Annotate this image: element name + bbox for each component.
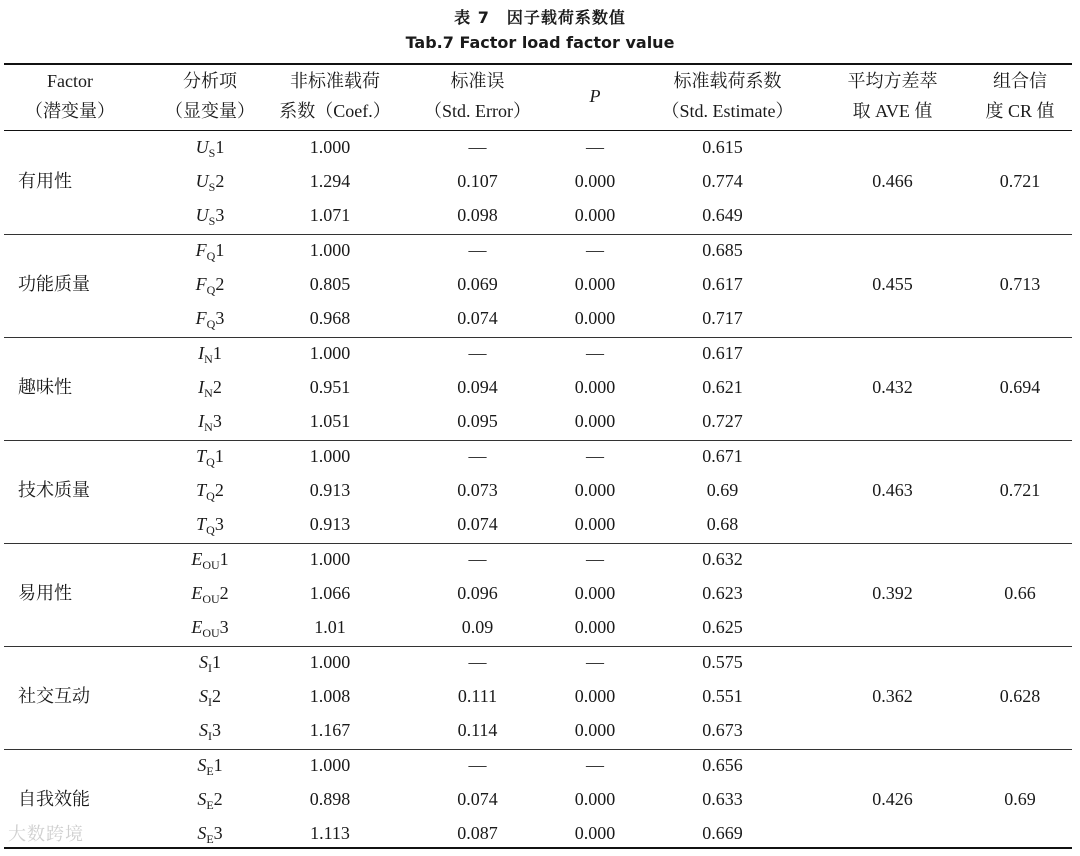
item-number: 3 [215, 308, 225, 328]
item-number: 1 [215, 240, 225, 260]
item-subscript: S [208, 214, 216, 228]
group-divider [4, 543, 1072, 544]
item-subscript: I [208, 695, 212, 709]
item-symbol: S [197, 823, 207, 843]
header-ave: 平均方差萃 取 AVE 值 [847, 71, 938, 121]
item-subscript: Q [206, 283, 216, 297]
std-estimate-value: 0.649 [702, 205, 743, 225]
p-value: 0.000 [574, 480, 616, 500]
item-symbol: U [195, 205, 209, 225]
item-subscript: S [208, 146, 216, 160]
std-error-value: 0.087 [457, 823, 498, 843]
table-title-cn: 表 7 因子载荷系数值 [454, 8, 626, 27]
item-number: 3 [213, 823, 223, 843]
p-value: 0.000 [574, 274, 616, 294]
p-value: 0.000 [574, 789, 616, 809]
std-estimate-value: 0.68 [706, 514, 739, 534]
item-label [150, 616, 270, 644]
p-value: — [586, 343, 604, 363]
item-number: 2 [212, 377, 222, 397]
cr-value: 0.713 [999, 274, 1041, 294]
std-error-value: 0.095 [457, 411, 498, 431]
item-label [150, 342, 270, 370]
coef-value: 1.000 [309, 343, 351, 363]
p-value: 0.000 [574, 686, 616, 706]
item-label [150, 136, 270, 164]
item-number: 1 [219, 549, 229, 569]
coef-value: 1.01 [314, 617, 346, 637]
item-subscript: E [206, 798, 214, 812]
item-symbol: S [197, 755, 207, 775]
ave-value: 0.426 [872, 789, 913, 809]
item-number: 1 [214, 446, 224, 466]
std-estimate-value: 0.671 [702, 446, 743, 466]
header-factor: Factor （潜变量） [25, 71, 115, 121]
std-estimate-value: 0.551 [702, 686, 743, 706]
coef-value: 0.913 [309, 514, 351, 534]
std-error-value: — [468, 652, 487, 672]
std-estimate-value: 0.656 [702, 755, 743, 775]
group-divider [4, 440, 1072, 441]
coef-value: 1.000 [309, 240, 351, 260]
group-divider [4, 337, 1072, 338]
coef-value: 1.000 [309, 137, 351, 157]
std-estimate-value: 0.685 [702, 240, 743, 260]
item-label [150, 445, 270, 473]
std-estimate-value: 0.633 [702, 789, 743, 809]
coef-value: 1.071 [309, 205, 351, 225]
p-value: 0.000 [574, 171, 616, 191]
item-subscript: Q [206, 523, 215, 537]
item-symbol: S [197, 789, 207, 809]
item-label [150, 754, 270, 782]
item-label [150, 307, 270, 335]
item-subscript: N [204, 386, 213, 400]
item-subscript: E [206, 832, 214, 846]
item-symbol: T [196, 446, 207, 466]
factor-name: 自我效能 [18, 789, 90, 809]
item-symbol: U [195, 171, 209, 191]
item-subscript: OU [202, 592, 220, 606]
std-error-value: — [468, 755, 487, 775]
item-label [150, 582, 270, 610]
item-symbol: T [196, 480, 207, 500]
item-symbol: U [195, 137, 209, 157]
coef-value: 1.008 [309, 686, 351, 706]
std-error-value: — [468, 137, 487, 157]
std-estimate-value: 0.727 [702, 411, 743, 431]
std-error-value: 0.074 [457, 514, 498, 534]
item-label [150, 170, 270, 198]
coef-value: 1.167 [309, 720, 351, 740]
p-value: 0.000 [574, 377, 616, 397]
item-label [150, 410, 270, 438]
p-value: — [586, 549, 604, 569]
item-number: 3 [212, 720, 221, 740]
item-number: 3 [215, 205, 225, 225]
std-error-value: — [468, 446, 487, 466]
item-subscript: N [204, 352, 213, 366]
p-value: 0.000 [574, 720, 616, 740]
factor-name: 趣味性 [18, 377, 72, 397]
item-label [150, 822, 270, 850]
coef-value: 1.000 [309, 652, 351, 672]
item-symbol: E [191, 549, 203, 569]
std-estimate-value: 0.617 [702, 274, 743, 294]
item-label [150, 479, 270, 507]
item-number: 3 [212, 411, 222, 431]
std-error-value: — [468, 343, 487, 363]
p-value: — [586, 652, 604, 672]
std-estimate-value: 0.623 [702, 583, 743, 603]
group-divider [4, 749, 1072, 750]
p-value: 0.000 [574, 205, 616, 225]
watermark: 大数跨境 [8, 824, 84, 845]
std-estimate-value: 0.632 [702, 549, 743, 569]
p-value: 0.000 [574, 823, 616, 843]
item-subscript: Q [206, 317, 216, 331]
std-error-value: 0.111 [457, 686, 498, 706]
ave-value: 0.463 [872, 480, 913, 500]
ave-value: 0.432 [872, 377, 913, 397]
header-coef: 非标准载荷 系数（Coef.） [279, 71, 391, 121]
item-subscript: I [208, 729, 212, 743]
p-value: 0.000 [574, 617, 616, 637]
item-subscript: OU [202, 626, 220, 640]
item-subscript: I [208, 661, 212, 675]
coef-value: 0.898 [309, 789, 351, 809]
item-number: 2 [219, 583, 229, 603]
coef-value: 0.968 [309, 308, 351, 328]
item-symbol: F [195, 240, 207, 260]
item-label [150, 204, 270, 232]
std-estimate-value: 0.575 [702, 652, 743, 672]
cr-value: 0.628 [999, 686, 1041, 706]
p-value: — [586, 137, 604, 157]
header-std-estimate: 标准载荷系数 （Std. Estimate） [661, 71, 794, 121]
coef-value: 0.805 [309, 274, 351, 294]
item-number: 2 [212, 686, 221, 706]
item-number: 2 [214, 480, 224, 500]
std-error-value: 0.073 [457, 480, 498, 500]
item-symbol: T [196, 514, 207, 534]
coef-value: 1.000 [309, 755, 351, 775]
group-divider [4, 646, 1072, 647]
item-label [150, 376, 270, 404]
item-symbol: S [199, 686, 208, 706]
item-subscript: Q [206, 249, 216, 263]
item-number: 3 [219, 617, 229, 637]
std-estimate-value: 0.617 [702, 343, 743, 363]
std-estimate-value: 0.625 [702, 617, 743, 637]
item-subscript: Q [206, 489, 215, 503]
item-label [150, 548, 270, 576]
item-symbol: F [195, 308, 207, 328]
cr-value: 0.69 [1004, 789, 1036, 809]
item-symbol: E [191, 617, 203, 637]
item-number: 1 [213, 755, 223, 775]
header-cr: 组合信 度 CR 值 [985, 71, 1055, 121]
item-number: 2 [215, 171, 225, 191]
std-estimate-value: 0.774 [702, 171, 743, 191]
header-rule [4, 130, 1072, 131]
cr-value: 0.66 [1004, 583, 1036, 603]
item-number: 3 [214, 514, 224, 534]
std-error-value: — [468, 240, 487, 260]
item-label [150, 273, 270, 301]
p-value: 0.000 [574, 308, 616, 328]
item-label [150, 719, 270, 747]
factor-name: 功能质量 [18, 274, 90, 294]
std-estimate-value: 0.669 [702, 823, 743, 843]
item-subscript: N [204, 420, 213, 434]
std-error-value: 0.074 [457, 308, 498, 328]
std-error-value: 0.069 [457, 274, 498, 294]
std-estimate-value: 0.615 [702, 137, 743, 157]
item-subscript: E [206, 764, 214, 778]
table-title-en: Tab.7 Factor load factor value [405, 33, 675, 52]
std-error-value: — [468, 549, 487, 569]
ave-value: 0.362 [872, 686, 913, 706]
item-number: 2 [215, 274, 225, 294]
p-value: 0.000 [574, 514, 616, 534]
item-symbol: S [199, 652, 208, 672]
cr-value: 0.694 [999, 377, 1041, 397]
item-symbol: I [198, 377, 205, 397]
item-subscript: OU [202, 558, 220, 572]
item-label [150, 513, 270, 541]
std-error-value: 0.098 [457, 205, 498, 225]
std-error-value: 0.096 [457, 583, 498, 603]
ave-value: 0.466 [872, 171, 913, 191]
coef-value: 1.066 [309, 583, 351, 603]
item-label [150, 788, 270, 816]
top-rule [4, 63, 1072, 65]
std-error-value: 0.114 [457, 720, 498, 740]
item-label [150, 685, 270, 713]
factor-name: 社交互动 [18, 686, 90, 706]
item-symbol: I [198, 411, 205, 431]
p-value: 0.000 [574, 411, 616, 431]
item-number: 1 [212, 652, 221, 672]
coef-value: 0.951 [309, 377, 351, 397]
std-error-value: 0.107 [457, 171, 498, 191]
header-item: 分析项 （显变量） [165, 71, 255, 121]
header-p: P [589, 86, 601, 106]
std-estimate-value: 0.717 [702, 308, 743, 328]
factor-name: 有用性 [18, 171, 72, 191]
coef-value: 1.000 [309, 549, 351, 569]
cr-value: 0.721 [999, 480, 1041, 500]
item-symbol: F [195, 274, 207, 294]
item-label [150, 651, 270, 679]
item-number: 2 [213, 789, 223, 809]
cr-value: 0.721 [999, 171, 1041, 191]
header-std-error: 标准误 （Std. Error） [424, 71, 531, 121]
p-value: — [586, 240, 604, 260]
coef-value: 1.000 [309, 446, 351, 466]
coef-value: 1.294 [309, 171, 351, 191]
std-estimate-value: 0.69 [706, 480, 739, 500]
item-number: 1 [215, 137, 225, 157]
item-symbol: I [198, 343, 205, 363]
item-symbol: E [191, 583, 203, 603]
item-subscript: S [208, 180, 216, 194]
item-symbol: S [199, 720, 208, 740]
ave-value: 0.392 [872, 583, 913, 603]
item-subscript: Q [206, 455, 215, 469]
std-error-value: 0.09 [461, 617, 494, 637]
ave-value: 0.455 [872, 274, 913, 294]
factor-name: 技术质量 [18, 480, 90, 500]
std-error-value: 0.094 [457, 377, 498, 397]
std-estimate-value: 0.673 [702, 720, 743, 740]
p-value: — [586, 446, 604, 466]
item-number: 1 [212, 343, 222, 363]
factor-name: 易用性 [18, 583, 72, 603]
coef-value: 1.051 [309, 411, 351, 431]
std-estimate-value: 0.621 [702, 377, 743, 397]
std-error-value: 0.074 [457, 789, 498, 809]
p-value: — [586, 755, 604, 775]
coef-value: 0.913 [309, 480, 351, 500]
coef-value: 1.113 [310, 823, 350, 843]
item-label [150, 239, 270, 267]
p-value: 0.000 [574, 583, 616, 603]
group-divider [4, 234, 1072, 235]
